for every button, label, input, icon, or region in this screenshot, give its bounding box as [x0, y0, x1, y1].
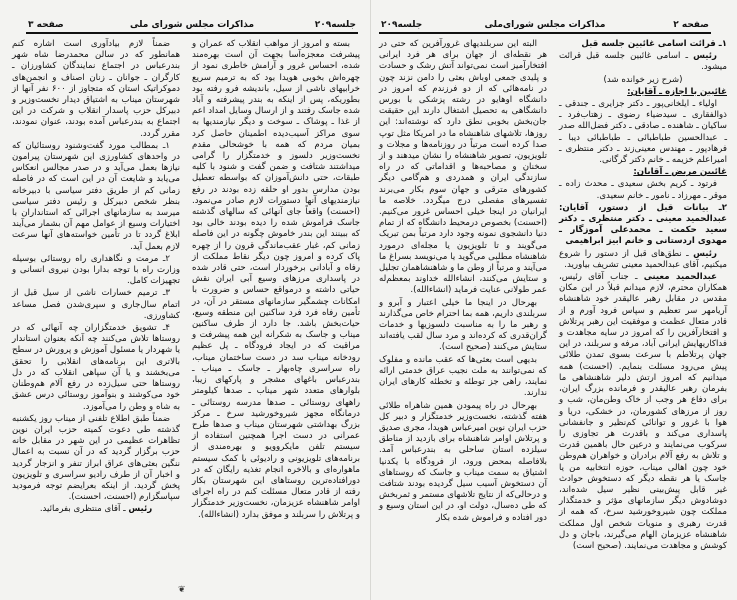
speaker-name: عبدالحمید معینی: [643, 272, 718, 283]
page-header: [26, 19, 358, 34]
paragraph-text: ۱ـ بمطالب مورد گفت‌وشنود روستائیان که در واحدهای کشاورزی این شهرستان پیرامون نیازها بعمل می‌آید و در صدر مجالس انعکاس می‌یابد و شایعت آن در این است که در فاصله زمانی کم از طریق دفتر سیاسی با دبیرخانه بنظر شخص دبیرکل و رئیس دفتر سیاسی میرسد به سازمانهای اجرائی که استانداران با اختیارات وسیع از عوامل مهم آن بشمار می‌آیند ابلاغ گردد تا در تأمین خواسته‌های آنها سرعت لازم بعمل آید.: [12, 140, 180, 252]
paragraph-text: غائبین مریض ـ آقایان:: [633, 167, 727, 178]
speaker-name: رئیس: [693, 51, 717, 62]
paragraph-text: ـ جناب آقای رئیس، همکاران محترم، لازم میدانم قبلاً در این مکان مقدس در مقابل رهبر عالیقدر خود شاهنشاه آریامهر سر تعظیم و سپاس فرود آورم و از قادر متعال عظمت و موفقیت این رهبر پرتلاش و افتخارآفرین را که امروز در سایه مجاهدت و فداکاریهایش ایرانی آباد، مرفه و سربلند، در این جهان پرتلاطم با سرعت بسوی تمدن طلائی پیش می‌رود مسئلت بنمایم. (احسنت) همه میدانیم که امروز ارتش دلیر شاهنشاهی ما بفرمان رهبر عالیقدر و فرمانده بزرگ ایران، برای دفاع هر وجب از خاک وطن‌مان، شب و روز از مرزهای کشورمان، در خشکی، دریا و هوا با غرور و توانائی کم‌نظیر و جانفشانی پاسداری می‌کند و باقدرت هر تجاوزی را سرکوب می‌نمایند و درعین حال باهمین قدرت و تلاش به رفع آلام برادران و خواهران هم‌وطن خود چون اهالی میناب، حوزه انتخابیه من یا جاسک یا هر نقطه دیگر که دستخوش حوادث غیر قابل پیش‌بینی نظیر سیل شده‌اند، دوشادوش دیگر سازمانهای مؤثر و خدمتگذار مملکت چون شیروخورشید سرخ، که همه از قدرت رهبری و منویات شخص اول مملکت شاهنشاه عزیزمان الهام می‌گیرند، باجان و دل کوشش و مجاهدت می‌نمایند. (صحیح است): [559, 272, 727, 551]
paragraph: [12, 323, 180, 413]
speaker-name: رئیس: [128, 504, 153, 515]
paragraph: [559, 203, 727, 248]
paragraph-text: ضمناً لازم بیادآوری است اشاره کنم همانطور که در سالن محمدرضا شاه شهر بندرعباس در اجتماع نمایندگان کشاورزان ـ کارگران ـ جوانان ـ زنان اصناف و انجمن‌های دموکراتیک استان که متجاوز از ۶۰۰ نفر آنها از شهرستان میناب به اشتیاق دیدار نخست‌وزیر و دبیرکل حزب پاسدار انقلاب و شرکت در این اجتماع به بندرعباس آمده بودند، عنوان نمودند، مقرر گردد.: [12, 39, 180, 139]
paragraph-text: ۱ـ قرائت اسامی غائبین جلسه قبل: [581, 39, 727, 49]
paragraph: [379, 298, 547, 354]
paragraph: [559, 87, 727, 98]
text-column-right: [559, 39, 727, 553]
paragraph: [12, 288, 180, 322]
paragraph: [559, 51, 727, 73]
paragraph: [559, 167, 727, 178]
page-number: صفحه ۳: [28, 20, 64, 30]
paragraph: [12, 414, 180, 504]
paragraph-text: ۳ـ ترمیم خسارات ناشی از سیل قبل از اتمام سال‌جاری و سپری‌شدن فصل مساعد کشاورزی.: [12, 288, 180, 321]
paragraph-text: بهرحال در راه پیمودن همین شاهراه طلائی هفته گذشته، نخست‌وزیر خدمتگزار و دبیر کل حزب ایران نوین امیرعباس هویدا، مجری صدیق و پرتلاش اوامر شاهنشاه برای بازدید از مناطق سیلزده استان ساحلی به بندرعباس آمد. بلافاصله بمحض ورود، از فرودگاه با یکدنیا اشتیاق به سمت میناب و جاسک که روستاهای آن دستخوش آسیب سیل گردیده بودند شتافت و درحالی‌که از نتایج تلاشهای مستمر و ثمربخش که طی ده‌سال، دولت او، در این استان وسیع و دور افتاده و فراموش شده بکار: [379, 400, 547, 523]
paragraph: [12, 141, 180, 253]
session-number: جلسه۲۰۹: [314, 20, 356, 30]
text-column-right: [192, 39, 360, 522]
text-column-left: [379, 39, 547, 525]
paragraph-text: فرتود ـ کریم بخش سعیدی ـ محدث زاده ـ موقر ـ مهرزاد ـ نامور ـ خانم سعیدی.: [559, 179, 727, 201]
paragraph: [559, 179, 727, 201]
paragraph: [12, 254, 180, 288]
running-title: مذاکرات مجلس شورای‌ملی: [484, 20, 606, 30]
paragraph: [559, 99, 727, 166]
paragraph-text: بدیهی است بعثی‌ها که عقب مانده و مفلوک که نمی‌توانند به ملت نجیب عراق خدمتی ارائه نمایند، راهی جز توطئه و تخطئه کارهای ایران ندارند.: [379, 354, 547, 399]
paragraph-text: ۲ـ بیانات قبل از دستور، آقایان: عبدالحمید معینی ـ دکتر منتظری ـ دکتر سعید حکمت ـ محمدعلی آموزگار ـ مهدوی اردستانی و خانم ابیز ابراهیمی: [559, 202, 727, 247]
paragraph-text: (شرح زیر خوانده شد): [603, 74, 683, 85]
session-number: جلسه۲۰۹: [381, 20, 423, 30]
paragraph-text: غائبین با اجازه ـ آقایان:: [627, 86, 727, 97]
paragraph: [559, 272, 727, 552]
paragraph-text: ضمناً طبق اطلاع تلفنی از میناب روز یکشنبه گذشته طی دعوت کمیته حزب ایران نوین تظاهرات عظیمی در این شهر در مقابل خانه حزب برگزار گردید که در آن نسبت به اعمال ننگین بعثی‌های عراق ابراز تنفر و انزجار گردید و اخبار آن از طرف رادیو سراسری و تلویزیون پخش گردید. از اینکه بعرایضم توجه فرمودید سپاسگزارم (احسنت، احسنت).: [12, 413, 180, 503]
page-header: [379, 19, 711, 34]
paragraph: [12, 504, 180, 515]
right-page: [370, 0, 737, 600]
paragraph-text: بهرحال در اینجا ما خیلی اعتبار و آبرو و سربلندی داریم، همه بما احترام خاص می‌گذارند و رهبر ما را به مناسبت دلسوزیها و خدمات گران‌قدری که کرده‌اند و مرد سال لقب یافته‌اند ستایش می‌کنند (صحیح است).: [379, 297, 547, 353]
speaker-name: رئیس: [693, 248, 717, 259]
page-number: صفحه ۲: [673, 20, 709, 30]
paragraph: [559, 39, 727, 50]
paragraph-text: ـ آقای منتظری بفرمائید.: [39, 504, 129, 515]
paragraph-text: اولیاء ـ ایلخانی‌پور ـ دکتر جزایری ـ جندقی ـ ذوالفقاری ـ سیدضیاء رضوی ـ زهتاب‌فرد ـ ساکیان ـ شاهنده ـ صادقی ـ دکتر فضل‌الله صدر ـ عبدالحسین طباطبائی ـ طباطبائی دیبا ـ فرهادپور ـ مهندس معینی‌زند ـ دکتر منتظری ـ امیراعلم خزیمه ـ خانم دکتر گرگانی.: [559, 99, 727, 166]
paragraph: [559, 75, 727, 86]
ornament-icon: ❦: [178, 585, 186, 595]
paragraph: [379, 401, 547, 524]
paragraph: [192, 39, 360, 521]
paragraph: [12, 39, 180, 140]
paragraph-text: ـ اسامی غائبین جلسه قبل قرائت میشود.: [559, 51, 727, 73]
paragraph-text: ۲ـ مرمت و نگاهداری راه روستائی بوسیله وزارت راه با توجه بدارا بودن نیروی انسانی و تجهیزات کامل.: [12, 253, 180, 287]
paragraph: [379, 355, 547, 400]
paragraph-text: ۴ـ تشویق خدمتگزاران چه آنهائی که در روستاها تلاش می‌کنند چه آنکه بعنوان استاندار یا شهردار یا مسئول آموزش و پرورش در سطح بالاتری این برنامه‌های انقلابی را تحقق می‌بخشند و یا آن سپاهی انقلاب که در دل روستاها حتی سیل‌زده در رفع آلام هم‌وطنان خود می‌کوشند و بنوآموز روستائی درس عشق به شاه و وطن را می‌آموزد.: [12, 323, 180, 412]
running-title: مذاکرات مجلس شورای ملی: [129, 20, 255, 30]
paragraph: [379, 39, 547, 297]
paragraph-text: ـ نطق‌های قبل از دستور را شروع میکنیم، آقای عبدالحمید معینی تشریف بیاورید.: [559, 248, 727, 270]
paragraph: [559, 249, 727, 271]
text-column-left: [12, 39, 180, 517]
paragraph-text: البته این سربلندیهای غرورآفرین که حتی در هر نقطه‌ای از جهان برای هر فرد ایرانی افتخارآمیز است نمی‌تواند آتش رشک و حسادت و پلیدی جمعی اوباش بعثی را دامن نزند چون در نامه‌هائی که از دو فرزندم که امروز در دانشگاه اوهایو در رشته پزشکی با بورس دانشگاهی به تحصیل اشتغال دارند این حقیقت جان‌بخش بخوبی نطق دارد که نوشته‌اند: این روزها، تلاشهای شاهنشاه ما در امریکا مثل توپ صدا کرده است مرتباً در روزنامه‌ها و مجلات و تلویزیون، تصویر شاهنشاه را نشان میدهند و از سخنان و مصاحبه‌ها و اقداماتی که در راه سازندگی ایران و همدردی و هم‌گامی دیگر کشورهای مترقی و جهان سوم بکار می‌برند تفسیرهای مفصلی درج میگردد. خلاصه ما ایرانیان در اینجا خیلی احساس غرور می‌کنیم. (احسنت) بخصوص درمحیط دانشگاه که از تمام دنیا دانشجوی نمونه وجود دارد مرتباً بمن تبریک می‌گویند و تا تلویزیون یا مجله‌ای درمورد شاهنشاه مطلبی می‌گوید یا می‌نویسد بسراغ ما می‌آیند و مرتباً از وطن ما و شاهنشاهمان تجلیل و ستایش می‌کنند، انشاءالله خداوند بمعظم‌له عمر طولانی عنایت فرماید (انشاءالله).: [379, 39, 547, 296]
paragraph-text: بسته و امروز از مواهب انقلاب که عمران و پیشرفت معجزه‌آسا بجهت آن است بهره‌مند شده، احساس غرور و آرامش خاطری نمود از چهره‌اش بخوبی هویدا بود که به ترمیم سریع خرابیهای ناشی از سیل، باندیشه فرو رفته بود بطوریکه، پس از اینکه به بندر پیشرفته و آباد شده جاسک رفتند و از ارسال وسایل امداد اعم از غذا ـ پوشاک ـ سوخت و دیگر نیازمندیها به سوی مراکز آسیب‌دیده اطمینان حاصل کرد بمیان مردم که همه با خوشحالی مقدم نخست‌وزیر دلسوز و خدمتگزار را گرامی میداشتند شتافت و ضمن گفت و شنود با کلیه طبقات، حتی دانش‌آموزان که بواسطه تعطیل بودن مدارس بدور او حلقه زده بودند در رفع نیازمندیهای آنها دستورات لازم صادر می‌نمود. (احسنت) واقعاً جای آنهائی که سالهای گذشته جاسک فراموش شده را دیده بودند خالی بود که ببینند این بندر خاموش چگونه در این فاصله زمانی کم، غبار عقب‌ماندگی قرون را از چهره پاک کرده و امروز چون دیگر نقاط مملکت از رفاه و آبادانی برخوردار است، حتی قادر شده در پاسداری مرزهای وسیع آبی ایران نقش حیاتی داشته و درمواقع حساس و ضرورت با امکانات چشمگیر سازمانهای مستقر در آن، در تأمین رفاه فرد فرد ساکنین این منطقه وسیع، حیات‌بخش باشد. جا دارد از طرف ساکنین میناب و جاسک به شکرانه این همه پیشرفت و مراقبت که در ایجاد فرودگاه ـ پل عظیم رودخانه میناب سد در دست ساختمان میناب، راه سراسری چاه‌بهار ـ جاسک ـ میناب ـ بندرعباس باغهای مشجر و پارکهای زیبا، بلوارهای متعدد شهر میناب ـ صدها کیلومتر راههای روستائی ـ صدها مدرسه روستائی ـ درمانگاه مجهز شیروخورشید سرخ ـ مرکز بزرگ بهداشتی شهرستان میناب و صدها طرح عمرانی در دست اجرا همچنین استفاده از سیستم تلفن مایکروویو و بهره‌مندی از برنامه‌های تلویزیونی و رادیوئی با کمک سیستم ماهواره‌ای و بالاخره انجام تغذیه رایگان که در دورافتاده‌ترین روستاهای این شهرستان بکار رفته از قادر متعال مسئلت کنم در راه اجرای اوامر شاهنشاه عزیزمان، نخست‌وزیر خدمتگزار و پرتلاش را سربلند و موفق بدارد (انشاءالله).: [192, 39, 360, 520]
